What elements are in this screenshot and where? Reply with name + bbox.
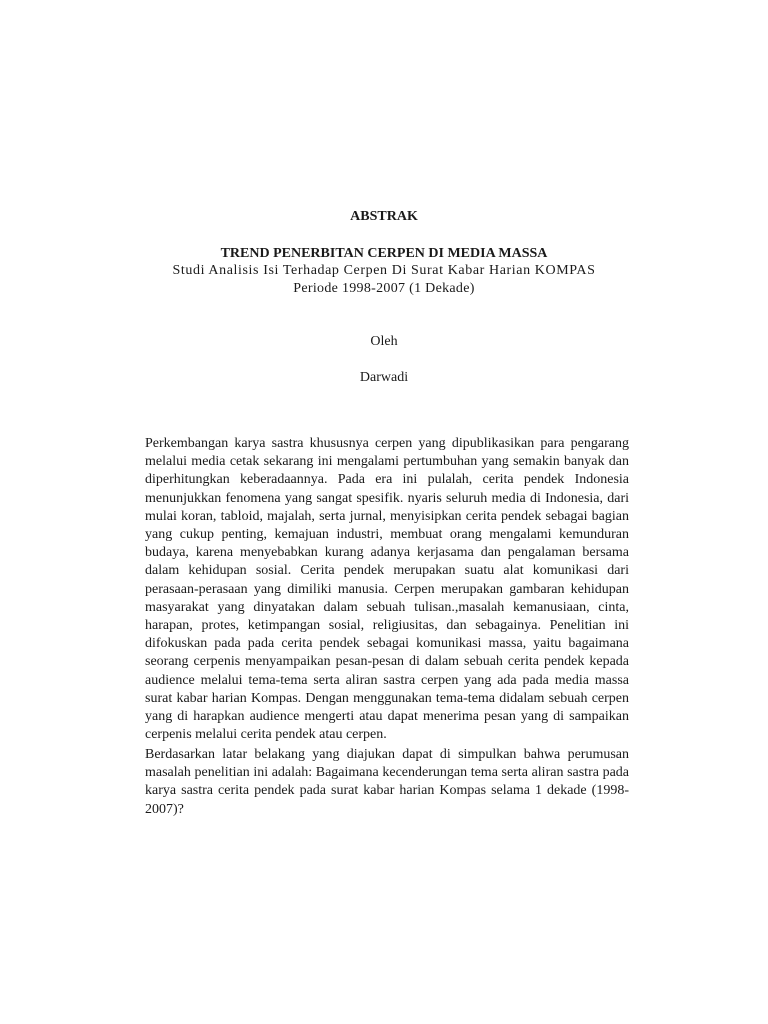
document-title: TREND PENERBITAN CERPEN DI MEDIA MASSA — [220, 246, 548, 261]
research-question-paragraph: Berdasarkan latar belakang yang diajukan dapat di simpulkan bahwa perumusan masalah penelitian ini adalah: Bagaimana kecenderungan tema serta aliran sastra pada karya sastra cerita pendek pada surat kabar harian Kompas selama 1 dekade (1998-2007)? — [145, 747, 629, 817]
document-subtitle: Studi Analisis Isi Terhadap Cerpen Di Surat Kabar Harian KOMPAS — [172, 263, 596, 278]
author-name: Darwadi — [359, 370, 409, 385]
document-period: Periode 1998-2007 (1 Dekade) — [293, 281, 475, 296]
by-label: Oleh — [370, 334, 398, 349]
abstract-paragraph: Perkembangan karya sastra khususnya cerpen yang dipublikasikan para pengarang melalui media cetak sekarang ini mengalami pertumbuhan yang semakin banyak dan diperhitungkan keberadaannya. Pada era ini pulalah, cerita pendek Indonesia menunjukkan fenomena yang sangat spesifik. nyaris seluruh media di Indonesia, dari mulai koran, tabloid, majalah, serta jurnal, menyisipkan cerita pendek sebagai bagian yang cukup penting, kemajuan industri, membuat orang mengalami kemunduran budaya, karena menyebabkan kurang adanya kerjasama dan pengalaman bersama dalam kehidupan sosial. Cerita pendek merupakan suatu alat komunikasi dari perasaan-perasaan yang dimiliki manusia. Cerpen merupakan gambaran kehidupan masyarakat yang dinyatakan dalam sebuah tulisan.,masalah kemanusiaan, cinta, harapan, protes, ketimpangan sosial, religiusitas, dan sebagainya. Penelitian ini difokuskan pada pada cerita pendek sebagai komunikasi massa, yaitu bagaimana seorang cerpenis menyampaikan pesan-pesan di dalam sebuah cerita pendek kepada audience melalui tema-tema serta aliran sastra cerpen yang ada pada media massa surat kabar harian Kompas. Dengan menggunakan tema-tema didalam sebuah cerpen yang di harapkan audience mengerti atau dapat menerima pesan yang di sampaikan cerpenis melalui cerita pendek atau cerpen. — [145, 436, 629, 743]
section-label: ABSTRAK — [350, 209, 418, 224]
